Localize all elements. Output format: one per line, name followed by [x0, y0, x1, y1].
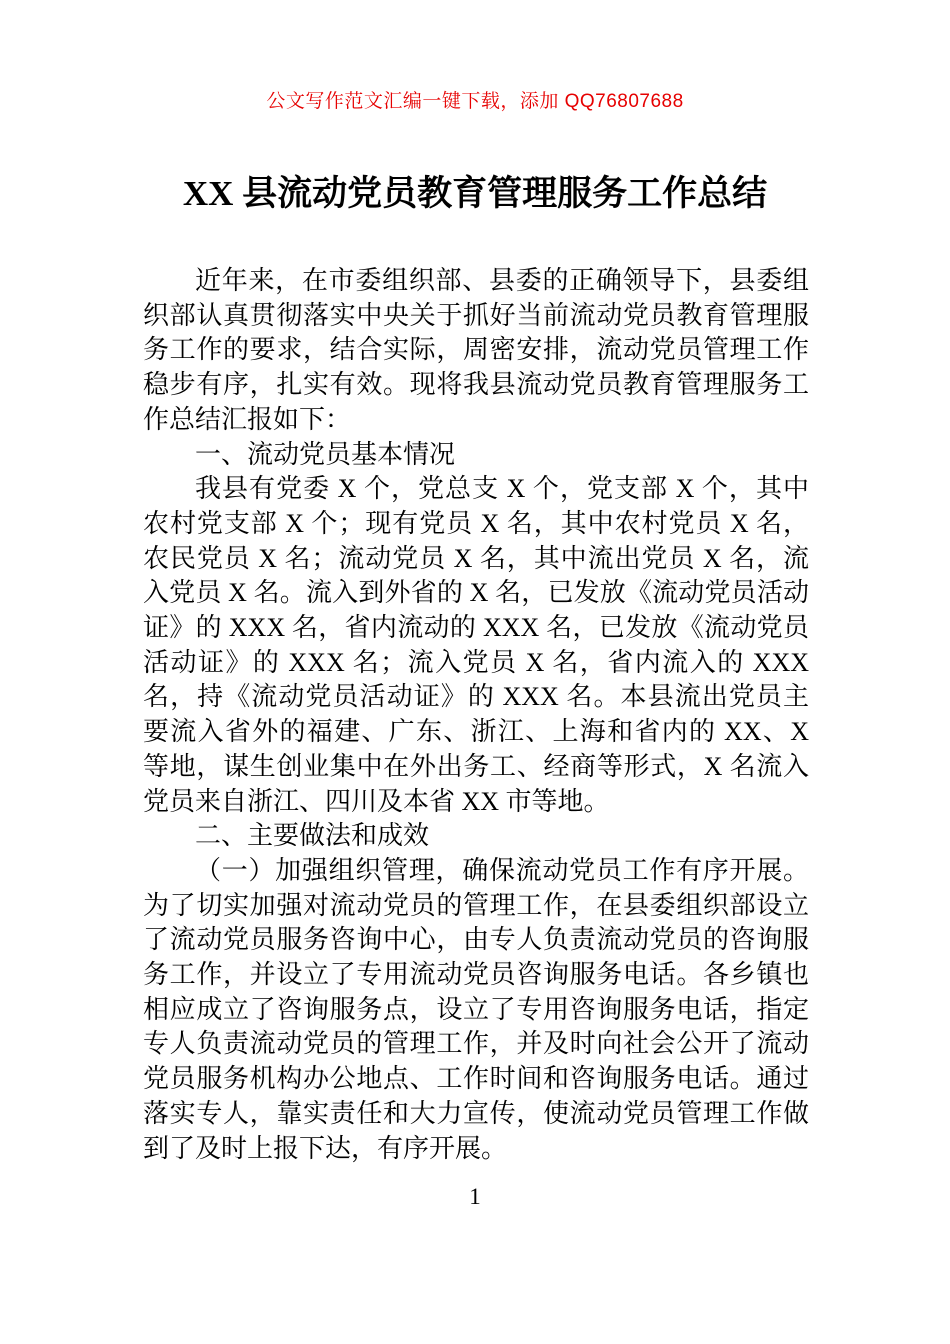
- document-body: [143, 264, 809, 1166]
- header-notice: 公文写作范文汇编一键下载，添加 QQ76807688: [266, 91, 684, 112]
- paragraph-basic-situation: 我县有党委 X 个，党总支 X 个，党支部 X 个，其中农村党支部 X 个；现有党员 X 名，其中农村党员 X 名，农民党员 X 名；流动党员 X 名，其中流出党员 X 名，流入党员 X 名。流入到外省的 X 名，已发放《流动党员活动证》的 XXX 名，省内流动的 XXX 名，已发放《流动党员活动证》的 XXX 名；流入党员 X 名，省内流入的 XXX 名，持《流动党员活动证》的 XXX 名。本县流出党员主要流入省外的福建、广东、浙江、上海和省内的 XX、X 等地，谋生创业集中在外出务工、经商等形式，X 名流入党员来自浙江、四川及本省 XX 市等地。: [143, 474, 809, 816]
- section-heading-2: 二、主要做法和成效: [195, 821, 430, 851]
- paragraph-practices: （一）加强组织管理，确保流动党员工作有序开展。为了切实加强对流动党员的管理工作，在县委组织部设立了流动党员服务咨询中心，由专人负责流动党员的咨询服务工作，并设立了专用流动党员咨询服务电话。各乡镇也相应成立了咨询服务点，设立了专用咨询服务电话，指定专人负责流动党员的管理工作，并及时向社会公开了流动党员服务机构办公地点、工作时间和咨询服务电话。通过落实专人，靠实责任和大力宣传，使流动党员管理工作做到了及时上报下达，有序开展。: [143, 855, 809, 1163]
- paragraph-intro: 近年来，在市委组织部、县委的正确领导下，县委组织部认真贯彻落实中央关于抓好当前流动党员教育管理服务工作的要求，结合实际，周密安排，流动党员管理工作稳步有序，扎实有效。现将我县流动党员教育管理服务工作总结汇报如下：: [143, 266, 809, 434]
- page-number: 1: [469, 1184, 481, 1209]
- document-title: XX 县流动党员教育管理服务工作总结: [182, 174, 768, 213]
- section-heading-1: 一、流动党员基本情况: [195, 439, 456, 469]
